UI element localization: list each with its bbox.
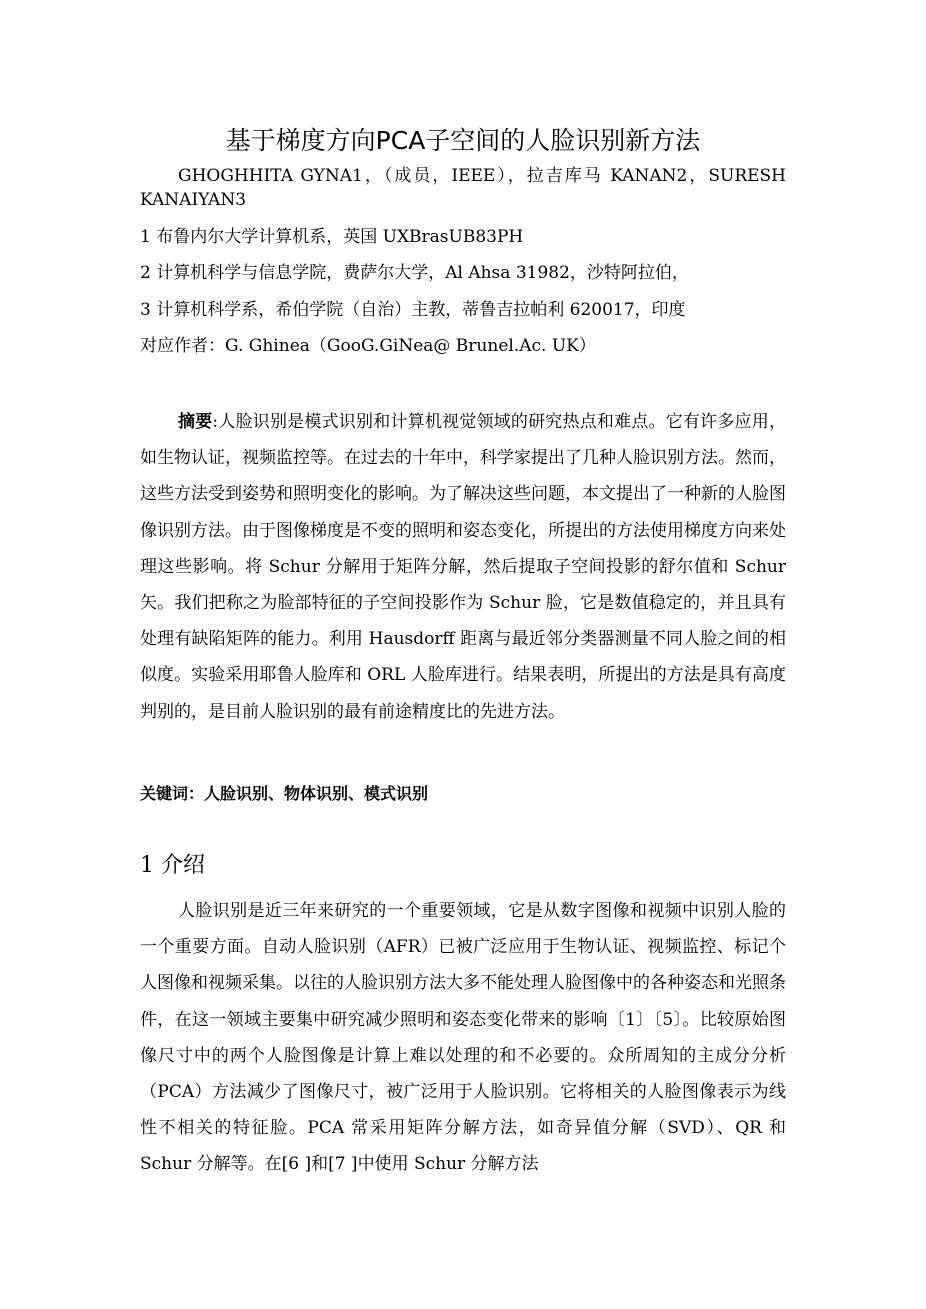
- affiliation-1: 1 布鲁内尔大学计算机系，英国 UXBrasUB83PH: [140, 227, 524, 247]
- corresponding-author: 对应作者：G. Ghinea（GooG.GiNea@ Brunel.Ac. UK）: [140, 336, 596, 356]
- author-list: GHOGHHITA GYNA1，（成员，IEEE），拉吉库马 KANAN2，SURESH KANAIYAN3: [140, 166, 786, 210]
- abstract-label: 摘要: [178, 412, 213, 432]
- introduction-paragraph: 人脸识别是近三年来研究的一个重要领域，它是从数字图像和视频中识别人脸的一个重要方面。自动人脸识别（AFR）已被广泛应用于生物认证、视频监控、标记个人图像和视频采集。以往的人脸识别方法大多不能处理人脸图像中的各种姿态和光照条件，在这一领域主要集中研究减少照明和姿态变化带来的影响〔1〕〔5〕。比较原始图像尺寸中的两个人脸图像是计算上难以处理的和不必要的。众所周知的主成分分析（PCA）方法减少了图像尺寸，被广泛用于人脸识别。它将相关的人脸图像表示为线性不相关的特征脸。PCA 常采用矩阵分解方法，如奇异值分解（SVD）、QR 和 Schur 分解等。在[6 ]和[7 ]中使用 Schur 分解方法: [140, 901, 786, 1175]
- abstract: [140, 404, 786, 730]
- paper-title: 基于梯度方向PCA子空间的人脸识别新方法: [225, 126, 701, 155]
- section-heading-introduction: 1 介绍: [140, 853, 205, 878]
- keywords: 关键词：人脸识别、物体识别、模式识别: [140, 784, 429, 803]
- affiliation-3: 3 计算机科学系，希伯学院（自治）主教，蒂鲁吉拉帕利 620017，印度: [140, 300, 686, 320]
- abstract-text: :人脸识别是模式识别和计算机视觉领域的研究热点和难点。它有许多应用，如生物认证，视频监控等。在过去的十年中，科学家提出了几种人脸识别方法。然而，这些方法受到姿势和照明变化的影响。为了解决这些问题，本文提出了一种新的人脸图像识别方法。由于图像梯度是不变的照明和姿态变化，所提出的方法使用梯度方向来处理这些影响。将 Schur 分解用于矩阵分解，然后提取子空间投影的舒尔值和 Schur 矢。我们把称之为脸部特征的子空间投影作为 Schur 脸，它是数值稳定的，并且具有处理有缺陷矩阵的能力。利用 Hausdorff 距离与最近邻分类器测量不同人脸之间的相似度。实验采用耶鲁人脸库和 ORL 人脸库进行。结果表明，所提出的方法是具有高度判别的，是目前人脸识别的最有前途精度比的先进方法。: [140, 412, 786, 722]
- affiliation-2: 2 计算机科学与信息学院，费萨尔大学，Al Ahsa 31982，沙特阿拉伯，: [140, 263, 689, 283]
